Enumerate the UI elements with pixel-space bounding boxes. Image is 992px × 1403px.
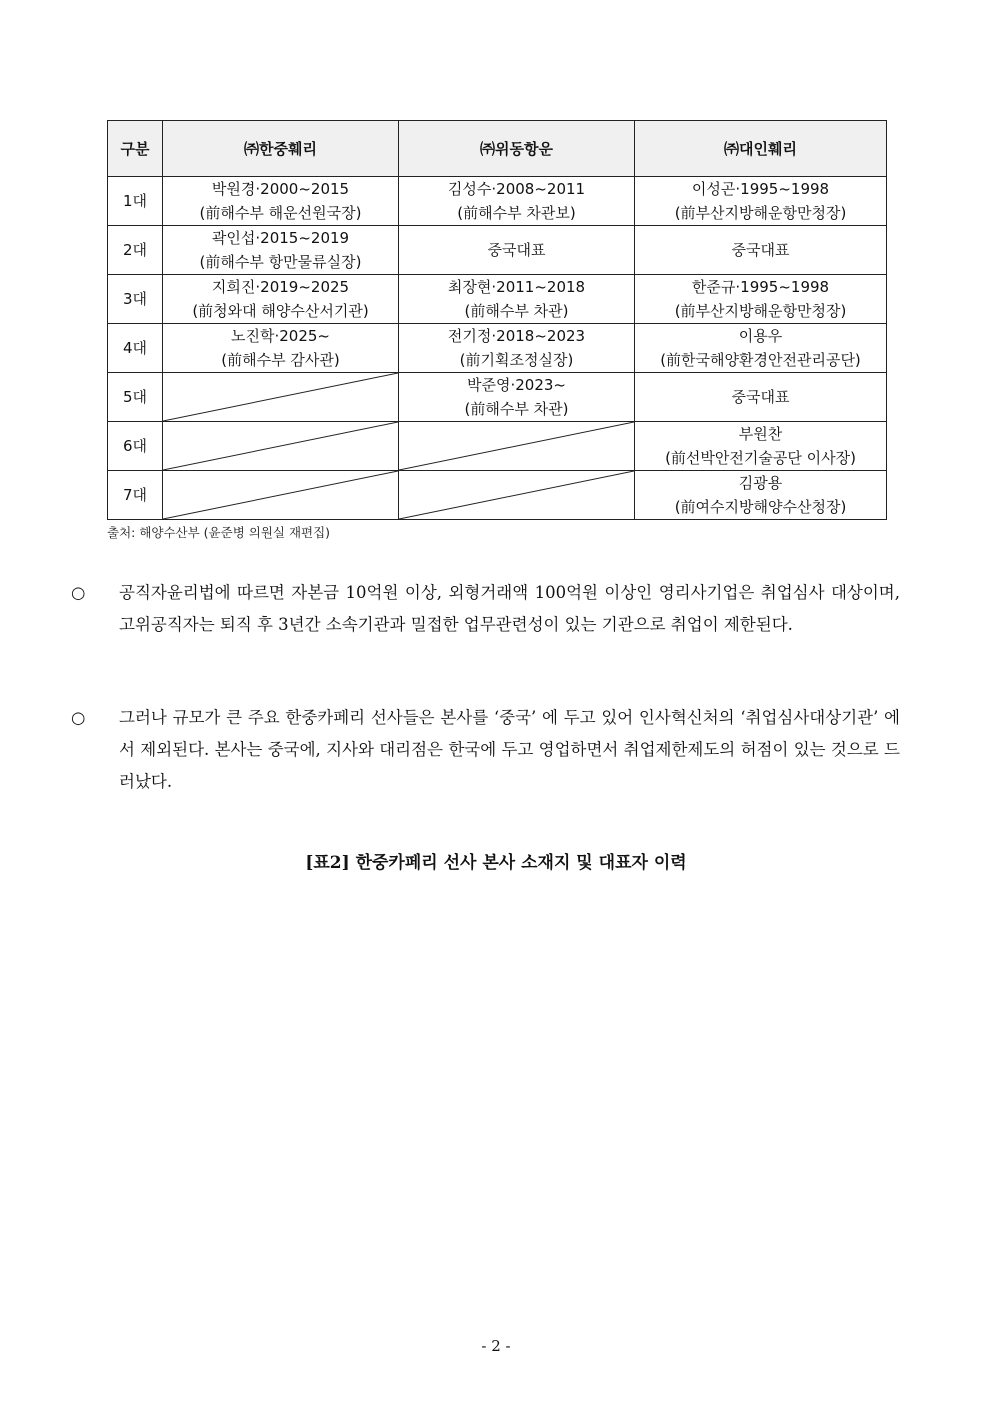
generation-cell: 1대	[108, 177, 163, 226]
ceo-history-table	[107, 120, 887, 520]
ceo-name-term: 중국대표	[731, 241, 790, 259]
ceo-cell	[635, 422, 887, 471]
ceo-name-term: 전기정·2018~2023	[447, 327, 586, 345]
paragraph-text: 공직자윤리법에 따르면 자본금 10억원 이상, 외형거래액 100억원 이상인 영리사기업은 취업심사 대상이며, 고위공직자는 퇴직 후 3년간 소속기관과 밀접한 업무관련성이 있는 기관으로 취업이 제한된다.	[119, 583, 900, 634]
ceo-cell	[635, 324, 887, 373]
generation-cell: 4대	[108, 324, 163, 373]
ceo-name-term: 김광용	[738, 474, 783, 492]
ceo-name-term: 곽인섭·2015~2019	[211, 229, 350, 247]
ceo-cell	[635, 275, 887, 324]
ceo-cell	[399, 226, 635, 275]
empty-cell	[399, 471, 635, 520]
table-row	[108, 177, 887, 226]
ceo-former-post: (前해수부 차관)	[464, 400, 569, 418]
diagonal-slash	[399, 471, 634, 519]
table-row	[108, 471, 887, 520]
ceo-former-post: (前한국해양환경안전관리공단)	[660, 351, 861, 369]
circle-bullet-icon: ○	[71, 583, 86, 602]
table-row	[108, 226, 887, 275]
paragraph-ethics-law	[71, 577, 900, 641]
ceo-name-term: 김성수·2008~2011	[447, 180, 586, 198]
circle-bullet-icon: ○	[71, 708, 86, 727]
ceo-former-post: (前해수부 차관)	[464, 302, 569, 320]
ceo-name-term: 최장현·2011~2018	[447, 278, 586, 296]
ceo-cell	[635, 373, 887, 422]
ceo-former-post: (前해수부 감사관)	[221, 351, 340, 369]
ceo-cell	[163, 226, 399, 275]
ceo-cell	[163, 324, 399, 373]
ceo-former-post: (前청와대 해양수산서기관)	[192, 302, 369, 320]
ceo-cell	[399, 177, 635, 226]
ceo-cell	[635, 177, 887, 226]
table-row	[108, 422, 887, 471]
ceo-name-term: 이성곤·1995~1998	[691, 180, 830, 198]
ceo-former-post: (前여수지방해양수산청장)	[674, 498, 847, 516]
table-row	[108, 275, 887, 324]
ceo-cell	[635, 226, 887, 275]
ceo-former-post: (前해수부 해운선원국장)	[199, 204, 362, 222]
diagonal-slash	[163, 373, 398, 421]
ceo-cell	[399, 373, 635, 422]
page-number: - 2 -	[481, 1337, 511, 1355]
header-weidong-shipping: ㈜위동항운	[399, 121, 635, 177]
empty-cell	[163, 471, 399, 520]
ceo-cell	[163, 177, 399, 226]
table-row	[108, 324, 887, 373]
empty-cell	[399, 422, 635, 471]
ceo-name-term: 중국대표	[731, 388, 790, 406]
ceo-former-post: (前부산지방해운항만청장)	[674, 302, 847, 320]
ceo-name-term: 지희진·2019~2025	[211, 278, 350, 296]
generation-cell: 2대	[108, 226, 163, 275]
paragraph-text: 그러나 규모가 큰 주요 한중카페리 선사들은 본사를 ‘중국’ 에 두고 있어 인사혁신처의 ‘취업심사대상기관’ 에서 제외된다. 본사는 중국에, 지사와 대리점은 한국에 두고 영업하면서 취업제한제도의 허점이 있는 것으로 드러났다.	[119, 708, 900, 791]
paragraph-loophole	[71, 702, 900, 798]
generation-cell: 6대	[108, 422, 163, 471]
ceo-name-term: 한준규·1995~1998	[691, 278, 830, 296]
ceo-cell	[399, 275, 635, 324]
table-header-row	[108, 121, 887, 177]
ceo-former-post: (前해수부 차관보)	[457, 204, 576, 222]
generation-cell: 3대	[108, 275, 163, 324]
empty-cell	[163, 422, 399, 471]
header-dain-ferry: ㈜대인훼리	[635, 121, 887, 177]
generation-cell: 5대	[108, 373, 163, 422]
ceo-cell	[635, 471, 887, 520]
generation-cell: 7대	[108, 471, 163, 520]
ceo-cell	[399, 324, 635, 373]
diagonal-slash	[163, 471, 398, 519]
ceo-name-term: 박원경·2000~2015	[211, 180, 350, 198]
ceo-former-post: (前선박안전기술공단 이사장)	[665, 449, 856, 467]
table-row	[108, 373, 887, 422]
header-generation: 구분	[108, 121, 163, 177]
ceo-name-term: 이용우	[738, 327, 783, 345]
header-hanjoong-ferry: ㈜한중훼리	[163, 121, 399, 177]
ceo-name-term: 중국대표	[487, 241, 546, 259]
ceo-name-term: 부원찬	[738, 425, 783, 443]
diagonal-slash	[399, 422, 634, 470]
ceo-former-post: (前해수부 항만물류실장)	[199, 253, 362, 271]
table-caption: [표2] 한중카페리 선사 본사 소재지 및 대표자 이력	[305, 853, 687, 873]
diagonal-slash	[163, 422, 398, 470]
ceo-name-term: 노진학·2025~	[231, 327, 330, 345]
table-source-note: 출처: 해양수산부 (윤준병 의원실 재편집)	[107, 525, 331, 540]
ceo-former-post: (前기획조정실장)	[459, 351, 574, 369]
ceo-name-term: 박준영·2023~	[467, 376, 566, 394]
ceo-cell	[163, 275, 399, 324]
ceo-former-post: (前부산지방해운항만청장)	[674, 204, 847, 222]
empty-cell	[163, 373, 399, 422]
